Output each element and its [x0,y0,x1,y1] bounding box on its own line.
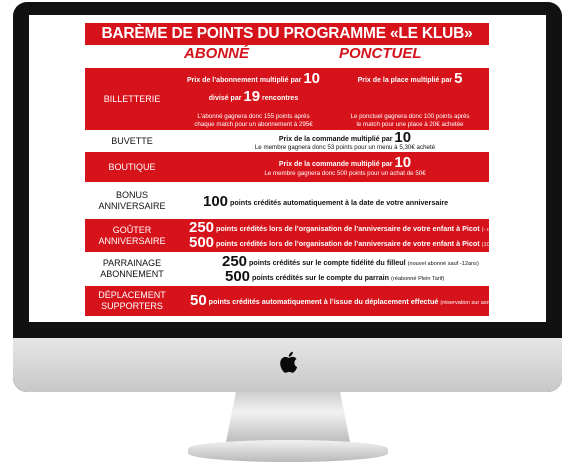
row-buvette [85,130,489,152]
billetterie-abonne-rule: Prix de l’abonnement multiplié par 10 divisé par 19 rencontres [187,70,320,105]
boutique-rule: Prix de la commande multiplié par 10 [278,154,412,171]
row-billetterie [85,68,489,130]
buvette-note: Le membre gagnera donc 53 points pour un menu à 5,30€ acheté [254,144,436,151]
billetterie-ponctuel-rule: Prix de la place multiplié par 5 [357,70,463,87]
column-header-ponctuel: PONCTUEL [339,45,422,62]
row-label-boutique: BOUTIQUE [108,161,156,172]
billetterie-ponctuel-note: Le ponctuel gagnera donc 100 points après le match pour une place à 20€ achetée [350,113,470,128]
screen [29,15,546,322]
row-parrainage [85,252,489,286]
parrainage-line-1: 250 points crédités sur le compte fidélité du filleul (nouvel abonné sauf -12ans) [222,253,479,270]
gouter-line-1: 250 points crédités lors de l’organisation de l’anniversaire de votre enfant à Picot (- de 10 invités) [189,219,521,236]
row-label-deplacement: DÉPLACEMENT SUPPORTERS [98,290,166,311]
monitor-stand-base [188,440,388,462]
deplacement-rule: 50 points crédités automatiquement à l’issue du déplacement effectué (réservation sur asnlbillets.net) [190,292,517,309]
parrainage-line-2: 500 points crédités sur le compte du parrain (réabonné Plein Tarif) [225,268,445,285]
boutique-note: Le membre gagnera donc 500 points pour un achat de 50€ [264,170,426,177]
row-gouter [85,219,521,252]
billetterie-abonne-note: L’abonné gagnera donc 155 points après chaque match pour un abonnement à 295€ [194,113,313,128]
row-label-bonus: BONUS ANNIVERSAIRE [98,190,166,211]
row-label-billetterie: BILLETTERIE [103,93,161,104]
gouter-line-2: 500 points crédités lors de l’organisation de l’anniversaire de votre enfant à Picot (10 invités et +) [189,234,521,251]
row-deplacement [85,286,517,316]
buvette-rule: Prix de la commande multiplié par 10 [278,129,412,146]
apple-logo-icon [278,350,298,374]
row-label-gouter: GOÛTER ANNIVERSAIRE [98,225,166,246]
row-boutique [85,152,489,182]
row-label-parrainage: PARRAINAGE ABONNEMENT [100,258,164,279]
bonus-rule: 100 points crédités automatiquement à la date de votre anniversaire [203,193,449,210]
row-label-buvette: BUVETTE [111,135,153,146]
monitor-stand-neck [226,392,350,442]
row-bonus [85,182,489,220]
page-title: BARÈME DE POINTS DU PROGRAMME «LE KLUB» [85,23,489,45]
column-header-abonne: ABONNÉ [184,45,250,62]
